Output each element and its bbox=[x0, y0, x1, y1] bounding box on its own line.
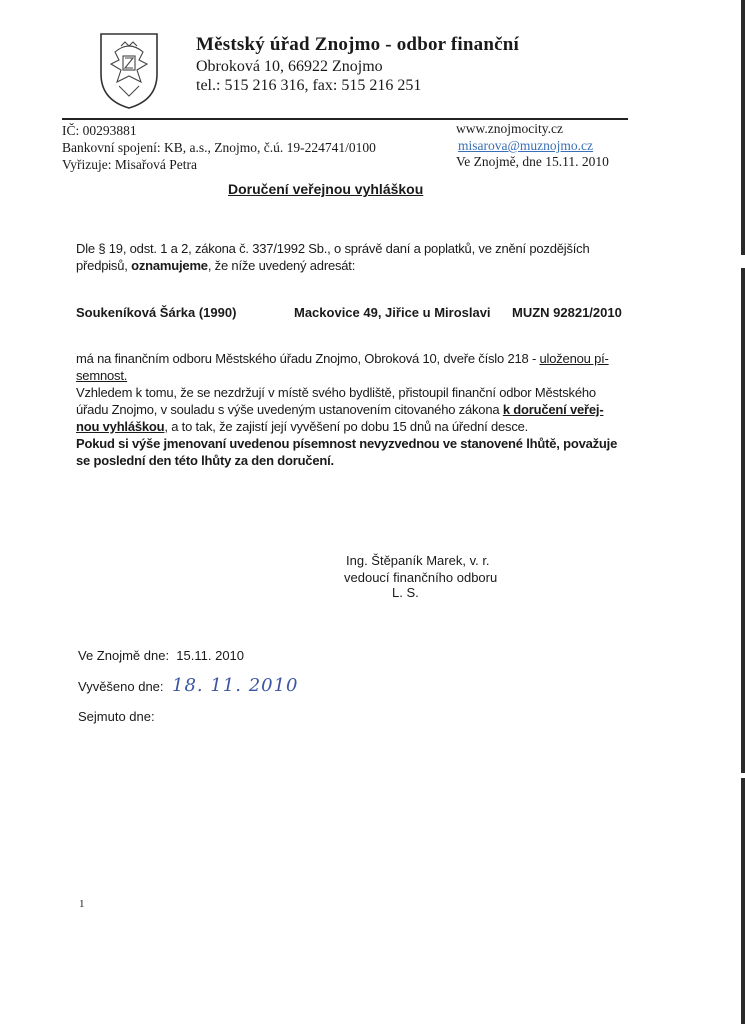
signatory-name: Ing. Štěpaník Marek, v. r. bbox=[346, 553, 490, 568]
signatory-role: vedoucí finančního odboru bbox=[344, 570, 498, 585]
office-name: Městský úřad Znojmo - odbor finanční bbox=[196, 34, 520, 55]
website: www.znojmocity.cz bbox=[456, 121, 563, 136]
posted-label: Vyvěšeno dne: bbox=[78, 679, 164, 694]
paragraph-line: semnost. bbox=[76, 368, 128, 383]
intro-emphasis: oznamujeme bbox=[131, 258, 208, 273]
reference-number: MUZN 92821/2010 bbox=[512, 305, 622, 320]
seal-mark: L. S. bbox=[392, 585, 419, 600]
scan-edge bbox=[741, 778, 745, 1024]
footer-date-value: 15.11. 2010 bbox=[176, 648, 245, 663]
paragraph-text: , a to tak, že zajistí její vyvěšení po dobu 15 dnů na úřední desce. bbox=[164, 419, 529, 434]
paragraph-line bbox=[76, 401, 631, 418]
paragraph-underlined: uloženou pí- bbox=[539, 351, 609, 366]
footer-date bbox=[78, 648, 244, 663]
paragraph-line bbox=[76, 350, 631, 367]
intro-paragraph bbox=[76, 240, 631, 274]
paragraph-line bbox=[76, 418, 631, 435]
addressee-name: Soukeníková Šárka (1990) bbox=[76, 305, 237, 320]
paragraph-text: má na finančním odboru Městského úřadu Znojmo, Obroková 10, dveře číslo 218 - bbox=[76, 351, 540, 366]
email-link[interactable]: misarova@muznojmo.cz bbox=[458, 138, 594, 153]
main-paragraph bbox=[76, 350, 631, 469]
footer-date-label: Ve Znojmě dne: bbox=[78, 648, 170, 663]
page-number: 1 bbox=[79, 898, 85, 910]
posted-date-handwritten: 18. 11. 2010 bbox=[172, 675, 299, 696]
handler: Vyřizuje: Misařová Petra bbox=[62, 157, 197, 172]
ico: IČ: 00293881 bbox=[62, 123, 137, 138]
addressee-address: Mackovice 49, Jiřice u Miroslavi bbox=[294, 305, 491, 320]
document-title: Doručení veřejnou vyhláškou bbox=[228, 181, 424, 197]
paragraph-line: se poslední den této lhůty za den doručení. bbox=[76, 453, 334, 468]
paragraph-emphasis: nou vyhláškou bbox=[76, 419, 165, 434]
removed-label: Sejmuto dne: bbox=[78, 709, 155, 724]
scan-edge bbox=[741, 268, 745, 773]
intro-text: , že níže uvedený adresát: bbox=[207, 258, 356, 273]
header-divider bbox=[62, 118, 628, 120]
bank-account: Bankovní spojení: KB, a.s., Znojmo, č.ú. 19-224741/0100 bbox=[62, 140, 376, 155]
scan-edge bbox=[741, 0, 745, 255]
intro-text: předpisů, bbox=[76, 258, 132, 273]
paragraph-line: Vzhledem k tomu, že se nezdržují v místě svého bydliště, přistoupil finanční odbor Městského bbox=[76, 385, 596, 400]
paragraph-emphasis: k doručení veřej- bbox=[502, 402, 604, 417]
intro-line: Dle § 19, odst. 1 a 2, zákona č. 337/1992 Sb., o správě daní a poplatků, ve znění pozdějších bbox=[76, 241, 590, 256]
paragraph-line: Pokud si výše jmenovaní uvedenou písemnost nevyzvednou ve stanovené lhůtě, považuje bbox=[76, 436, 618, 451]
intro-line bbox=[76, 257, 631, 274]
office-phone: tel.: 515 216 316, fax: 515 216 251 bbox=[196, 77, 422, 94]
coat-of-arms-icon bbox=[97, 30, 161, 110]
issue-date: Ve Znojmě, dne 15.11. 2010 bbox=[456, 154, 609, 169]
paragraph-text: úřadu Znojmo, v souladu s výše uvedeným ustanovením citovaného zákona bbox=[76, 402, 503, 417]
office-address: Obroková 10, 66922 Znojmo bbox=[196, 58, 383, 75]
